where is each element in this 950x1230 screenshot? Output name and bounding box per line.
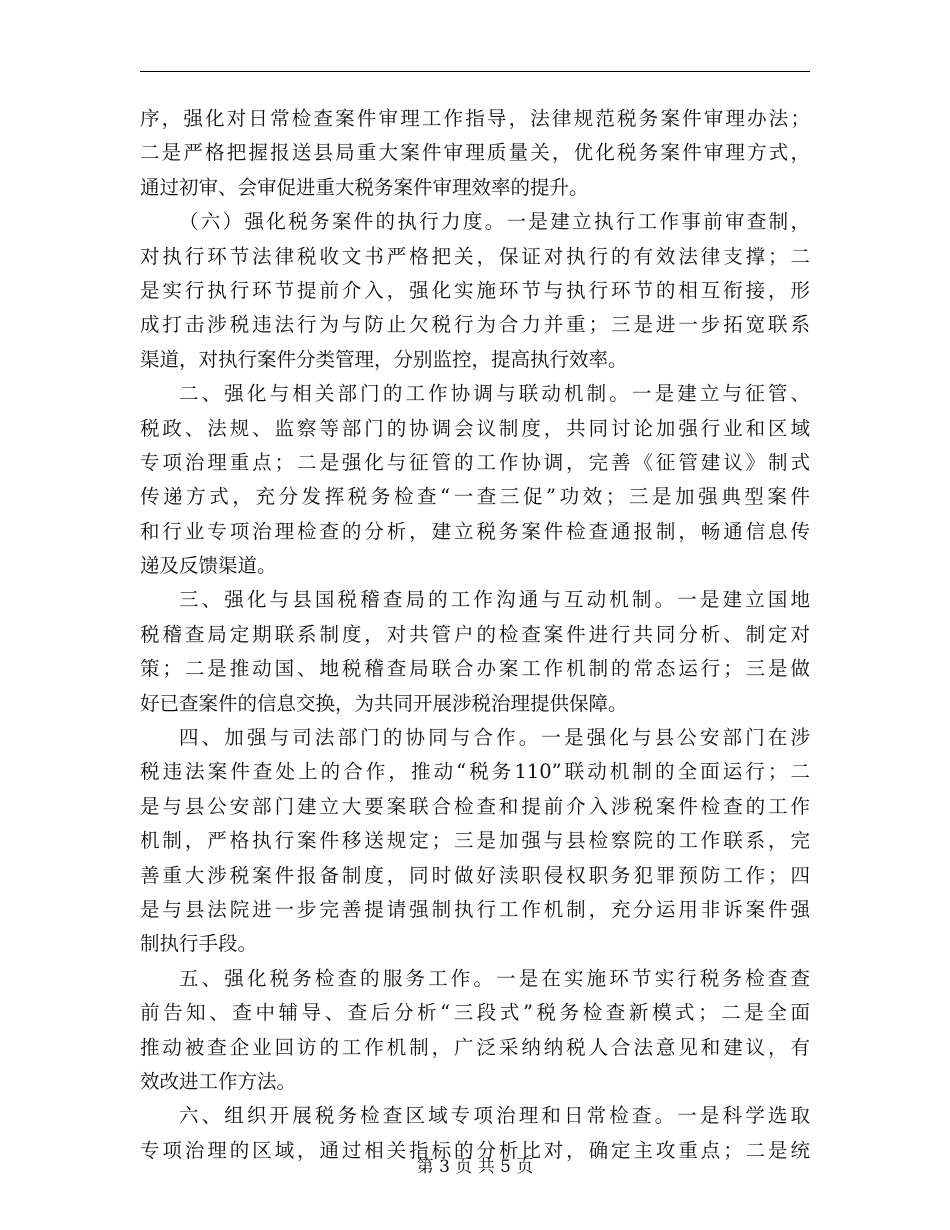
- text-line: 递及反馈渠道。: [140, 554, 277, 578]
- text-line: 好已查案件的信息交换，为共同开展涉税治理提供保障。: [140, 691, 628, 715]
- text-line: 三、强化与县国税稽查局的工作沟通与互动机制。一是建立国地: [179, 588, 810, 612]
- text-line: 是实行执行环节提前介入，强化实施环节与执行环节的相互衔接，形: [140, 278, 810, 302]
- text-line: 策；二是推动国、地税稽查局联合办案工作机制的常态运行；三是做: [140, 657, 810, 681]
- text-line: 序，强化对日常检查案件审理工作指导，法律规范税务案件审理办法；: [140, 107, 810, 130]
- text-line: 渠道，对执行案件分类管理，分别监控，提高执行效率。: [140, 347, 628, 371]
- text-line: 四、加强与司法部门的协同与合作。一是强化与县公安部门在涉: [179, 726, 810, 750]
- text-line: 专项治理重点；二是强化与征管的工作协调，完善《征管建议》制式: [140, 450, 810, 474]
- text-line: 二、强化与相关部门的工作协调与联动机制。一是建立与征管、: [179, 382, 810, 406]
- page-number: 第 3 页 共 5 页: [416, 1157, 534, 1177]
- text-line: （六）强化税务案件的执行力度。一是建立执行工作事前审查制，: [179, 210, 810, 234]
- text-line: 传递方式，充分发挥税务检查“一查三促”功效；三是加强典型案件: [140, 485, 810, 509]
- text-line: 推动被查企业回访的工作机制，广泛采纳纳税人合法意见和建议，有: [140, 1035, 810, 1059]
- text-line: 制执行手段。: [140, 932, 258, 956]
- text-line: 税稽查局定期联系制度，对共管户的检查案件进行共同分析、制定对: [140, 622, 810, 646]
- text-line: 对执行环节法律税收文书严格把关，保证对执行的有效法律支撑；二: [140, 244, 810, 268]
- text-line: 善重大涉税案件报备制度，同时做好渎职侵权职务犯罪预防工作；四: [140, 863, 810, 887]
- document-body: [140, 102, 810, 1168]
- text-line: 和行业专项治理检查的分析，建立税务案件检查通报制，畅通信息传: [140, 519, 810, 543]
- text-line: 五、强化税务检查的服务工作。一是在实施环节实行税务检查查: [179, 966, 810, 990]
- text-line: 六、组织开展税务检查区域专项治理和日常检查。一是科学选取: [179, 1104, 810, 1128]
- text-line: 二是严格把握报送县局重大案件审理质量关，优化税务案件审理方式，: [140, 141, 810, 165]
- text-line: 成打击涉税违法行为与防止欠税行为合力并重；三是进一步拓宽联系: [140, 313, 810, 337]
- text-line: 效改进工作方法。: [140, 1069, 297, 1093]
- text-line: 是与县法院进一步完善提请强制执行工作机制，充分运用非诉案件强: [140, 897, 810, 921]
- text-line: 税违法案件查处上的合作，推动“税务110”联动机制的全面运行；二: [140, 760, 810, 784]
- text-line: 机制，严格执行案件移送规定；三是加强与县检察院的工作联系，完: [140, 829, 810, 853]
- text-line: 是与县公安部门建立大要案联合检查和提前介入涉税案件检查的工作: [140, 794, 810, 818]
- text-line: 前告知、查中辅导、查后分析“三段式”税务检查新模式；二是全面: [140, 1001, 810, 1025]
- header-rule: [140, 71, 810, 72]
- text-line: 专项治理的区域，通过相关指标的分析比对，确定主攻重点；二是统: [140, 1138, 810, 1162]
- text-line: 税政、法规、监察等部门的协调会议制度，共同讨论加强行业和区域: [140, 416, 810, 440]
- text-line: 通过初审、会审促进重大税务案件审理效率的提升。: [140, 175, 589, 199]
